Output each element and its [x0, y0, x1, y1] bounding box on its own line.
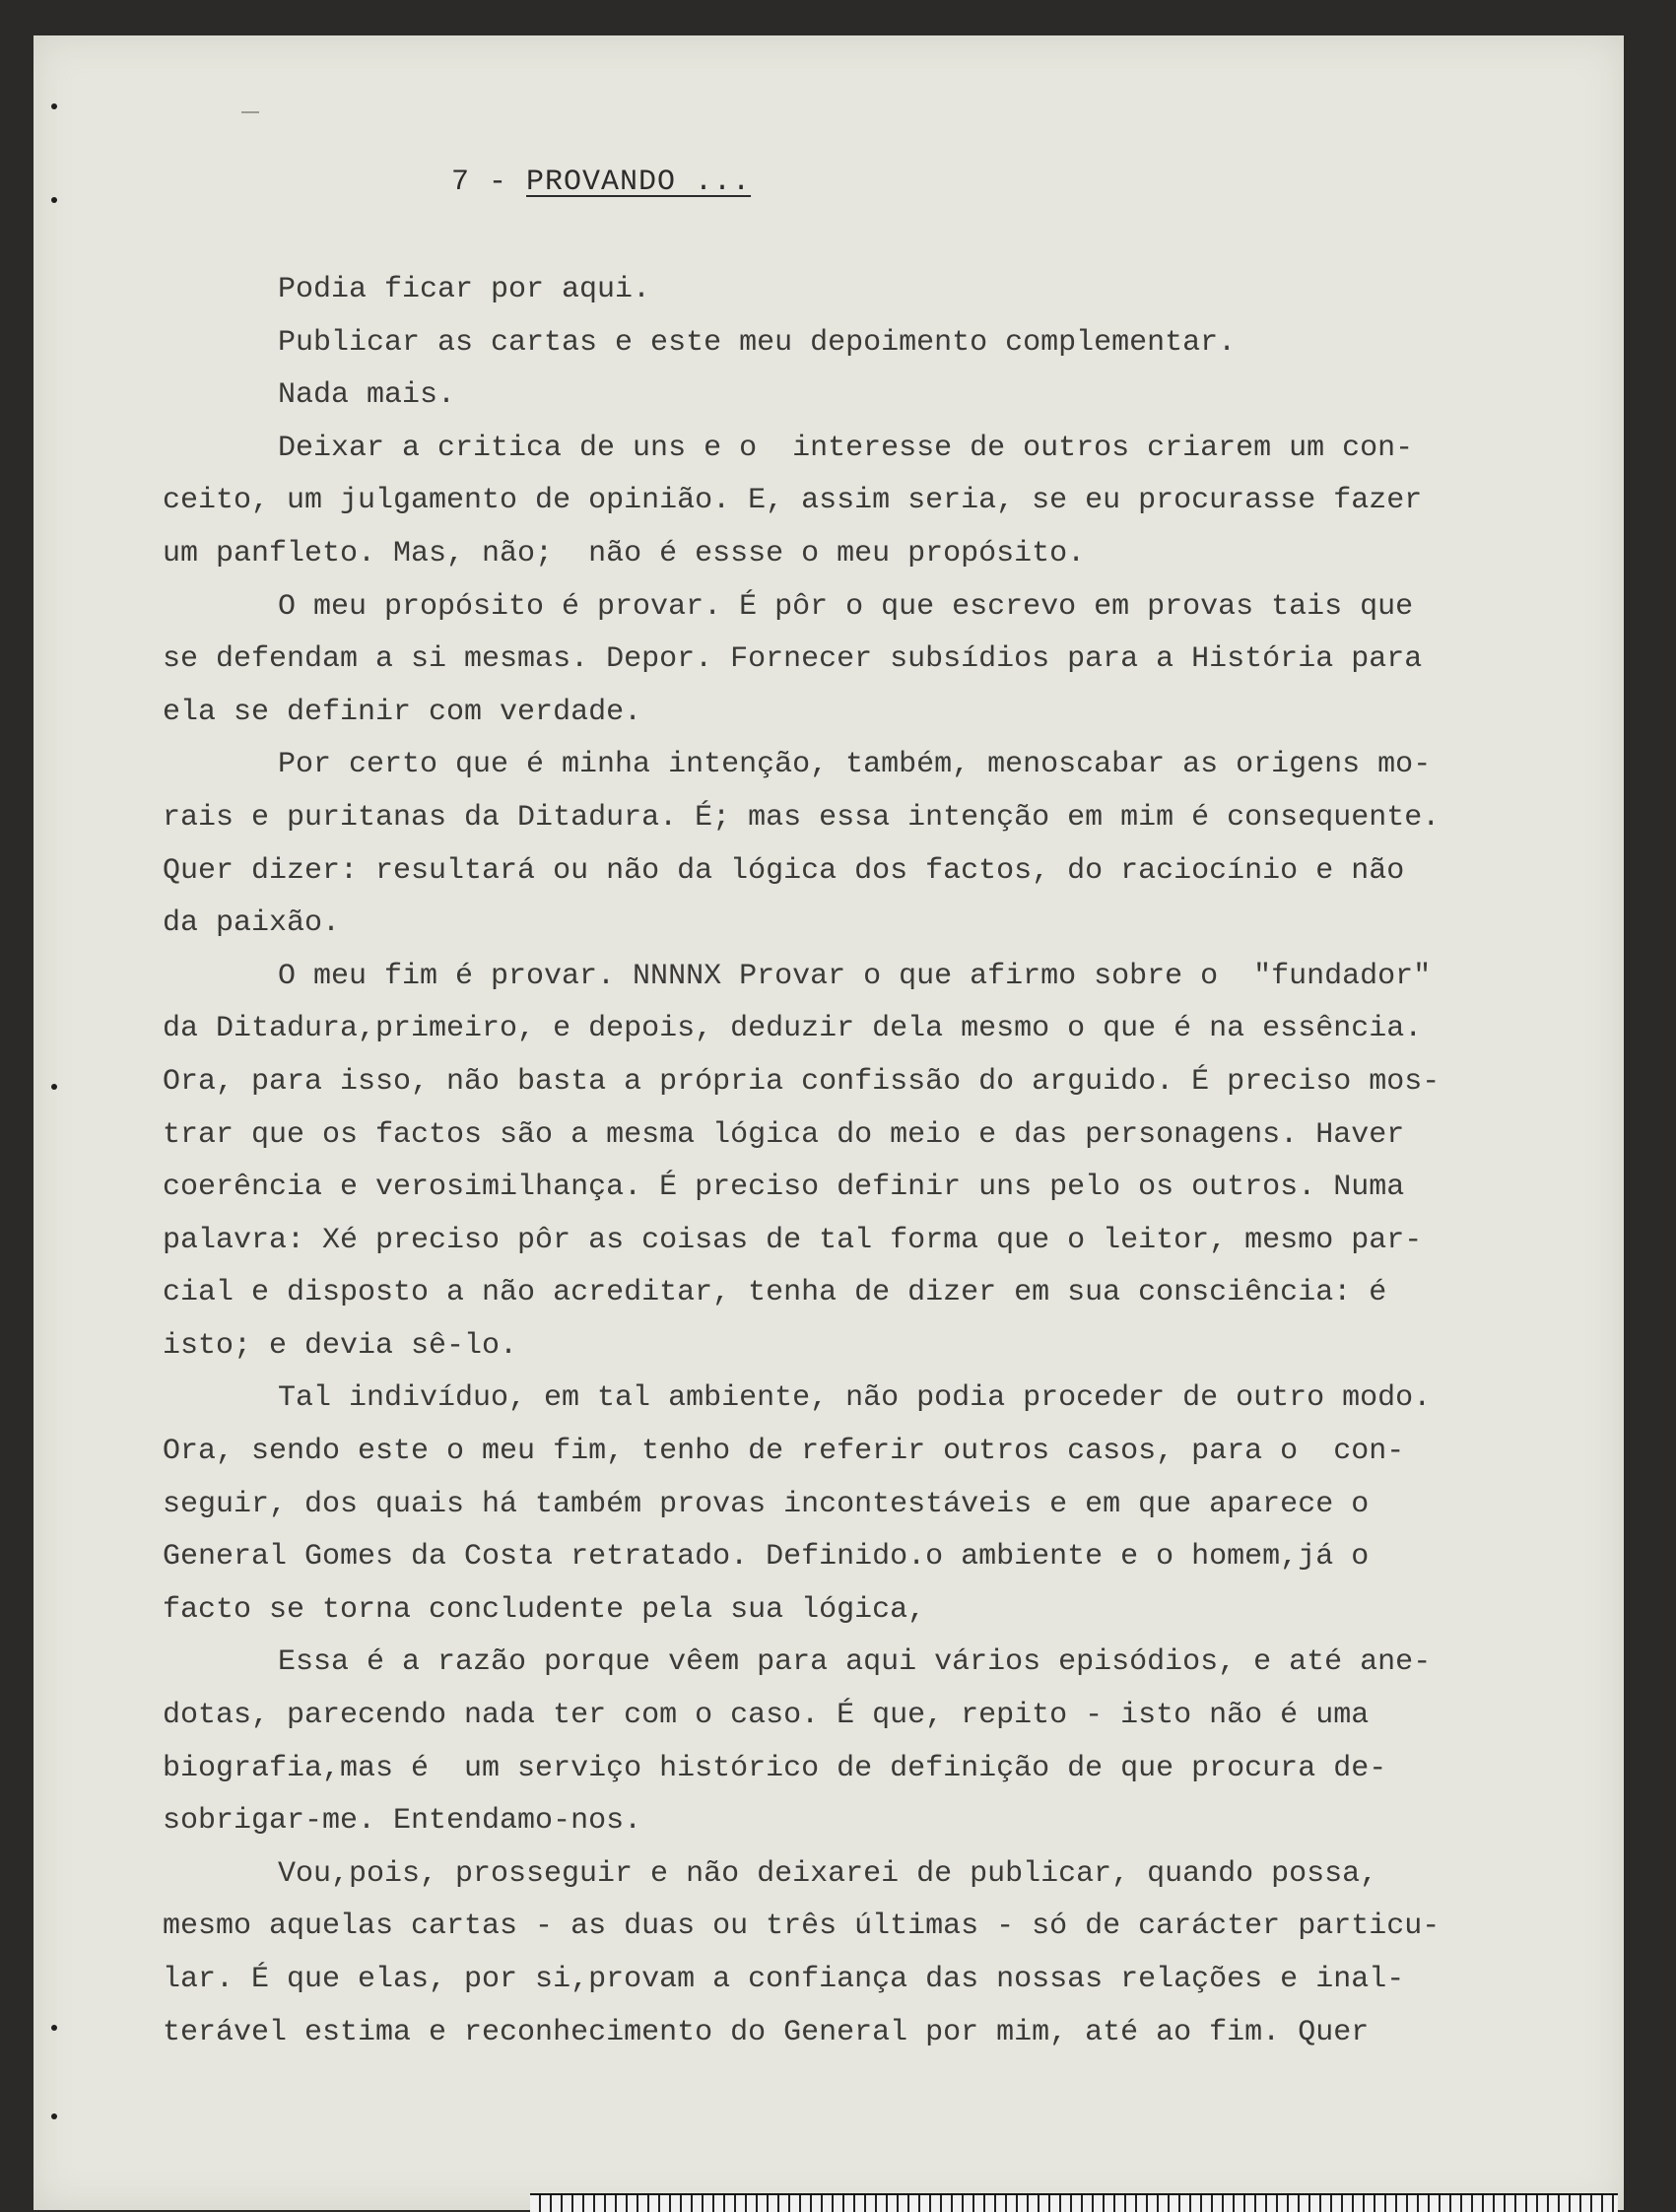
page-mark [241, 111, 259, 113]
text-line: Publicar as cartas e este meu depoimento complementar. [278, 325, 1237, 360]
text-line: Tal indivíduo, em tal ambiente, não podia proceder de outro modo. [278, 1381, 1432, 1416]
text-line: Por certo que é minha intenção, também, menoscabar as origens mo- [278, 748, 1432, 782]
text-line: rais e puritanas da Ditadura. É; mas essa intenção em mim é consequente. [163, 800, 1441, 835]
text-line: da paixão. [163, 906, 341, 941]
text-line: Ora, sendo este o meu fim, tenho de referir outros casos, para o con- [163, 1435, 1405, 1469]
text-line: se defendam a si mesmas. Depor. Fornecer subsídios para a História para [163, 642, 1423, 677]
text-line: biografia,mas é um serviço histórico de definição de que procura de- [163, 1751, 1387, 1785]
text-line: Podia ficar por aqui. [278, 273, 651, 306]
binder-hole [51, 103, 57, 109]
binder-hole [51, 197, 57, 203]
text-line: coerência e verosimilhança. É preciso definir uns pelo os outros. Numa [163, 1171, 1405, 1205]
body-text [163, 264, 1562, 2059]
measurement-ruler [530, 2193, 1618, 2212]
text-line: Ora, para isso, não basta a própria confissão do arguido. É preciso mos- [163, 1064, 1441, 1099]
text-line: da Ditadura,primeiro, e depois, deduzir dela mesmo o que é na essência. [163, 1012, 1423, 1046]
text-line: Deixar a critica de uns e o interesse de outros criarem um con- [278, 431, 1414, 465]
text-line: sobrigar-me. Entendamo-nos. [163, 1804, 642, 1839]
text-line: mesmo aquelas cartas - as duas ou três últimas - só de carácter particu- [163, 1910, 1441, 1944]
text-line: Essa é a razão porque vêem para aqui vários episódios, e até ane- [278, 1645, 1432, 1680]
binder-hole [51, 1084, 57, 1090]
binder-hole [51, 2113, 57, 2119]
text-line: seguir, dos quais há também provas incontestáveis e em que aparece o [163, 1487, 1370, 1521]
text-line: um panfleto. Mas, não; não é essse o meu propósito. [163, 536, 1086, 570]
chapter-number: 7 - [451, 166, 508, 199]
chapter-title: PROVANDO ... [526, 166, 752, 199]
text-line: ceito, um julgamento de opinião. E, assim seria, se eu procurasse fazer [163, 484, 1423, 518]
text-line: Nada mais. [278, 378, 456, 413]
text-line: lar. É que elas, por si,provam a confiança das nossas relações e inal- [163, 1963, 1405, 1996]
text-line: General Gomes da Costa retratado. Definido.o ambiente e o homem,já o [163, 1540, 1370, 1575]
text-line: cial e disposto a não acreditar, tenha de dizer em sua consciência: é [163, 1276, 1387, 1310]
text-line: terável estima e reconhecimento do General por mim, até ao fim. Quer [163, 2015, 1370, 2049]
text-line: dotas, parecendo nada ter com o caso. É que, repito - isto não é uma [163, 1699, 1370, 1733]
text-line: palavra: Xé preciso pôr as coisas de tal forma que o leitor, mesmo par- [163, 1223, 1423, 1257]
text-line: ela se definir com verdade. [163, 695, 642, 729]
text-line: Vou,pois, prosseguir e não deixarei de publicar, quando possa, [278, 1856, 1378, 1891]
text-line: facto se torna concludente pela sua lógica, [163, 1592, 926, 1627]
text-line: O meu propósito é provar. É pôr o que escrevo em provas tais que [278, 589, 1414, 624]
text-line: trar que os factos são a mesma lógica do meio e das personagens. Haver [163, 1117, 1405, 1152]
binder-hole [51, 2025, 57, 2031]
text-line: isto; e devia sê-lo. [163, 1328, 518, 1363]
text-line: O meu fim é provar. NNNNX Provar o que afirmo sobre o "fundador" [278, 959, 1432, 993]
text-line: Quer dizer: resultará ou não da lógica dos factos, do raciocínio e não [163, 853, 1405, 888]
chapter-heading [451, 166, 751, 199]
